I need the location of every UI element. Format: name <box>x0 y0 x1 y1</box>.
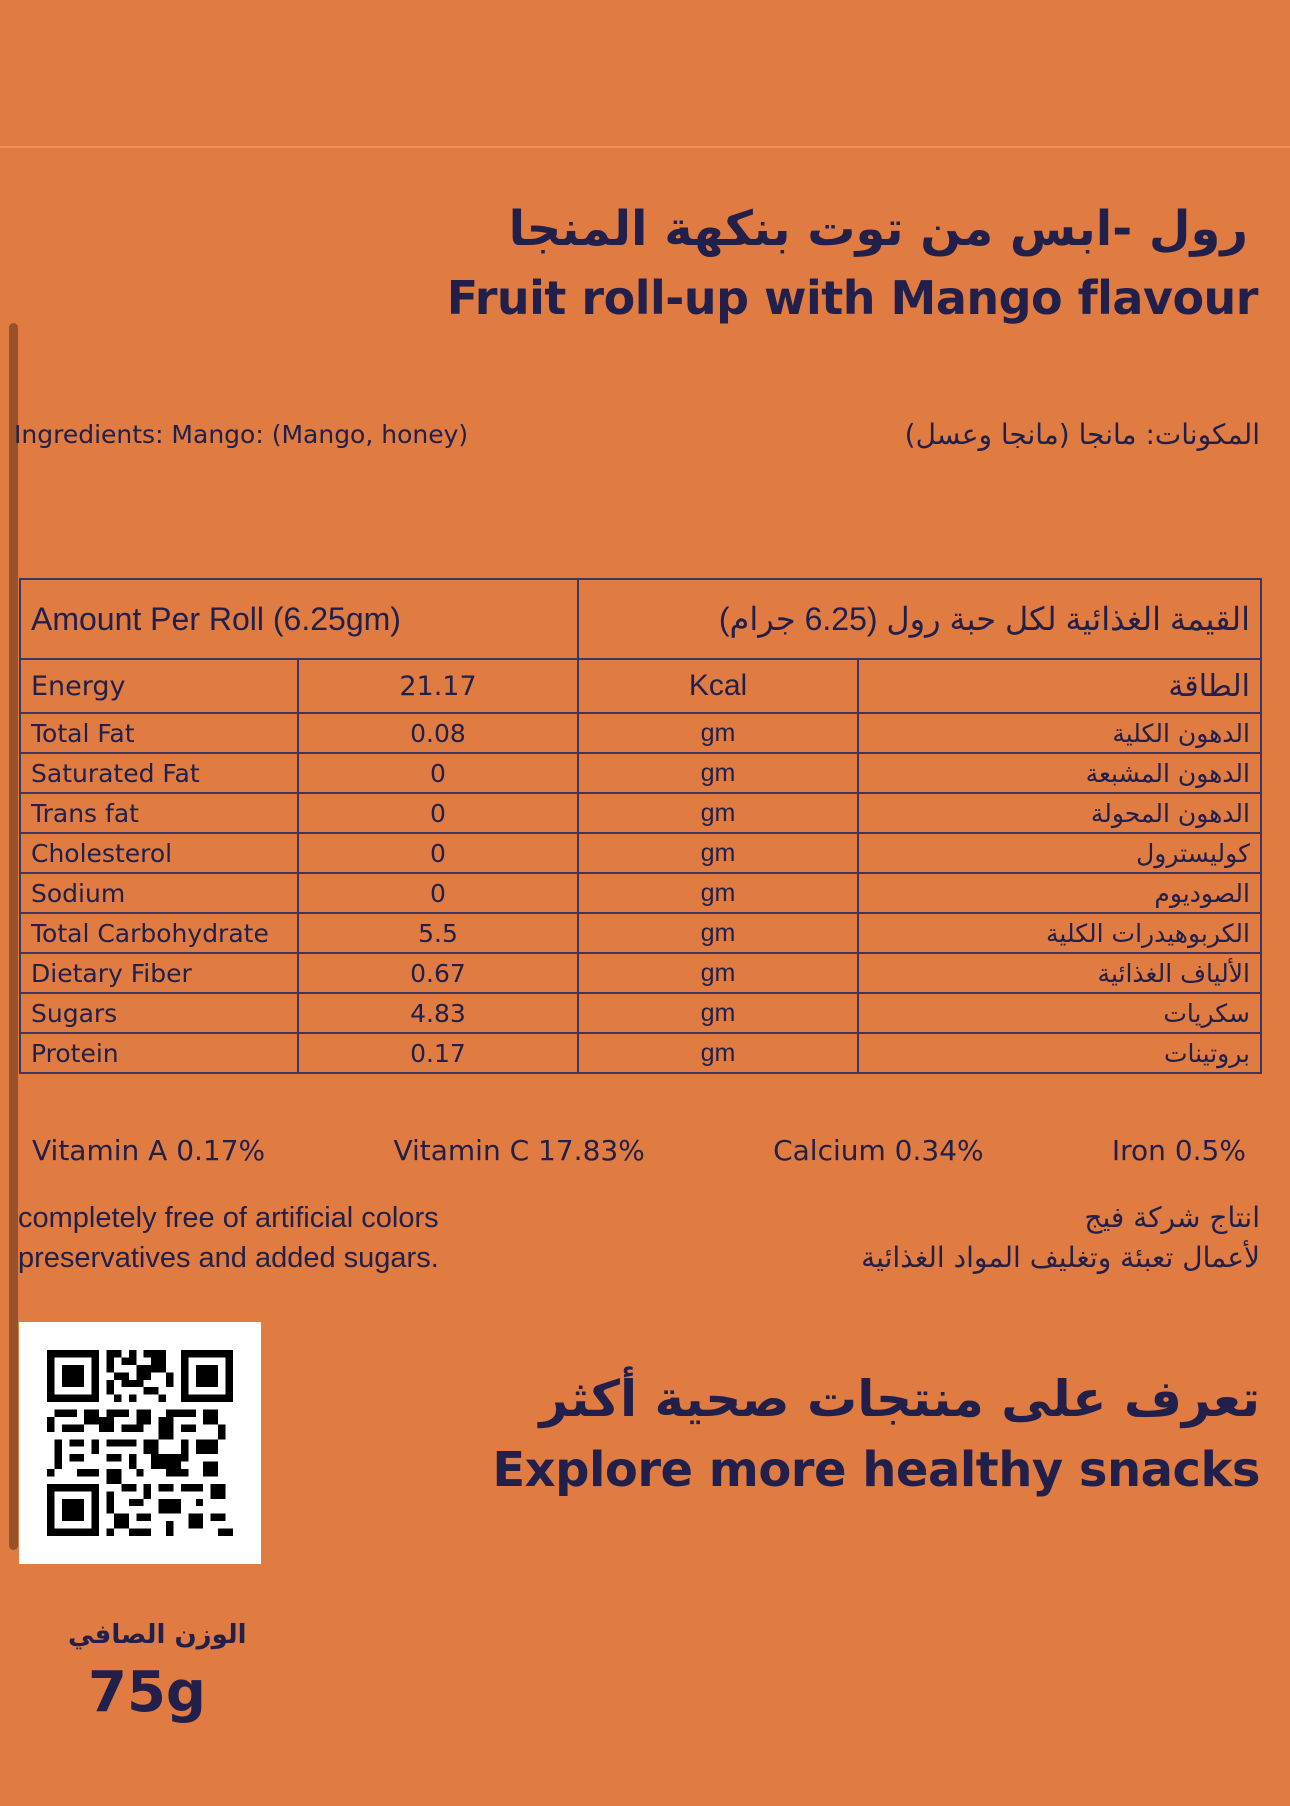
nutrition-header-ar: القيمة الغذائية لكل حبة رول (6.25 جرام) <box>578 579 1261 659</box>
nutrient-name-ar: الدهون المحولة <box>858 793 1261 833</box>
nutrition-header-en: Amount Per Roll (6.25gm) <box>20 579 578 659</box>
nutrient-value: 21.17 <box>298 659 578 713</box>
nutrient-name-ar: الكربوهيدرات الكلية <box>858 913 1261 953</box>
ingredients-en: Ingredients: Mango: (Mango, honey) <box>14 420 469 449</box>
qr-code[interactable] <box>19 1322 261 1564</box>
nutrient-name: Total Carbohydrate <box>20 913 298 953</box>
table-row <box>20 1033 1261 1073</box>
nutrient-unit: gm <box>578 793 858 833</box>
nutrient-name-ar: الدهون المشبعة <box>858 753 1261 793</box>
table-row <box>20 713 1261 753</box>
product-title-ar: رول -ابس من توت بنكهة المنجا <box>508 201 1248 257</box>
nutrient-unit: gm <box>578 713 858 753</box>
producer-line-2: لأعمال تعبئة وتغليف المواد الغذائية <box>861 1241 1260 1274</box>
nutrient-unit: gm <box>578 993 858 1033</box>
nutrient-name: Cholesterol <box>20 833 298 873</box>
top-divider <box>0 146 1290 148</box>
nutrient-name-ar: الطاقة <box>858 659 1261 713</box>
nutrient-value: 0 <box>298 753 578 793</box>
nutrition-header-row <box>20 579 1261 659</box>
nutrient-name: Dietary Fiber <box>20 953 298 993</box>
table-row <box>20 993 1261 1033</box>
net-weight-label: الوزن الصافي <box>68 1620 247 1650</box>
calcium: Calcium 0.34% <box>773 1134 984 1167</box>
table-row <box>20 659 1261 713</box>
nutrient-name: Protein <box>20 1033 298 1073</box>
nutrient-name: Sugars <box>20 993 298 1033</box>
top-band <box>0 0 1290 146</box>
nutrient-name-ar: كوليسترول <box>858 833 1261 873</box>
free-of-line-1: completely free of artificial colors <box>18 1202 439 1234</box>
nutrient-value: 0 <box>298 873 578 913</box>
producer-statement <box>861 1198 1260 1278</box>
scrollbar[interactable] <box>9 323 18 1550</box>
free-of-statement <box>18 1198 439 1278</box>
nutrient-name-ar: الصوديوم <box>858 873 1261 913</box>
producer-line-1: انتاج شركة فيج <box>1084 1201 1260 1234</box>
table-row <box>20 793 1261 833</box>
qr-code-icon <box>47 1350 233 1536</box>
table-row <box>20 833 1261 873</box>
nutrient-unit: gm <box>578 1033 858 1073</box>
nutrient-unit: gm <box>578 833 858 873</box>
nutrition-table <box>19 578 1262 1074</box>
nutrient-value: 0 <box>298 833 578 873</box>
explore-heading-en: Explore more healthy snacks <box>492 1442 1260 1498</box>
nutrient-value: 5.5 <box>298 913 578 953</box>
nutrient-name-ar: سكريات <box>858 993 1261 1033</box>
explore-heading-ar: تعرف على منتجات صحية أكثر <box>539 1370 1260 1428</box>
iron: Iron 0.5% <box>1111 1134 1246 1167</box>
nutrient-name-ar: الدهون الكلية <box>858 713 1261 753</box>
nutrient-unit: Kcal <box>578 659 858 713</box>
nutrient-unit: gm <box>578 753 858 793</box>
vitamin-c: Vitamin C 17.83% <box>393 1134 645 1167</box>
nutrient-name-ar: بروتينات <box>858 1033 1261 1073</box>
nutrient-name: Sodium <box>20 873 298 913</box>
table-row <box>20 913 1261 953</box>
vitamins-row <box>32 1134 1246 1167</box>
nutrient-value: 4.83 <box>298 993 578 1033</box>
table-row <box>20 953 1261 993</box>
nutrient-name: Saturated Fat <box>20 753 298 793</box>
nutrient-value: 0 <box>298 793 578 833</box>
nutrient-value: 0.67 <box>298 953 578 993</box>
nutrient-name: Energy <box>20 659 298 713</box>
nutrient-name: Trans fat <box>20 793 298 833</box>
net-weight-value: 75g <box>88 1660 207 1725</box>
nutrient-value: 0.17 <box>298 1033 578 1073</box>
free-of-line-2: preservatives and added sugars. <box>18 1242 439 1274</box>
nutrient-unit: gm <box>578 953 858 993</box>
table-row <box>20 873 1261 913</box>
product-title-en: Fruit roll-up with Mango flavour <box>446 271 1258 325</box>
nutrient-unit: gm <box>578 873 858 913</box>
vitamin-a: Vitamin A 0.17% <box>32 1134 266 1167</box>
nutrient-name: Total Fat <box>20 713 298 753</box>
table-row <box>20 753 1261 793</box>
nutrient-unit: gm <box>578 913 858 953</box>
nutrient-value: 0.08 <box>298 713 578 753</box>
nutrient-name-ar: الألياف الغذائية <box>858 953 1261 993</box>
ingredients-ar: المكونات: مانجا (مانجا وعسل) <box>904 418 1260 451</box>
